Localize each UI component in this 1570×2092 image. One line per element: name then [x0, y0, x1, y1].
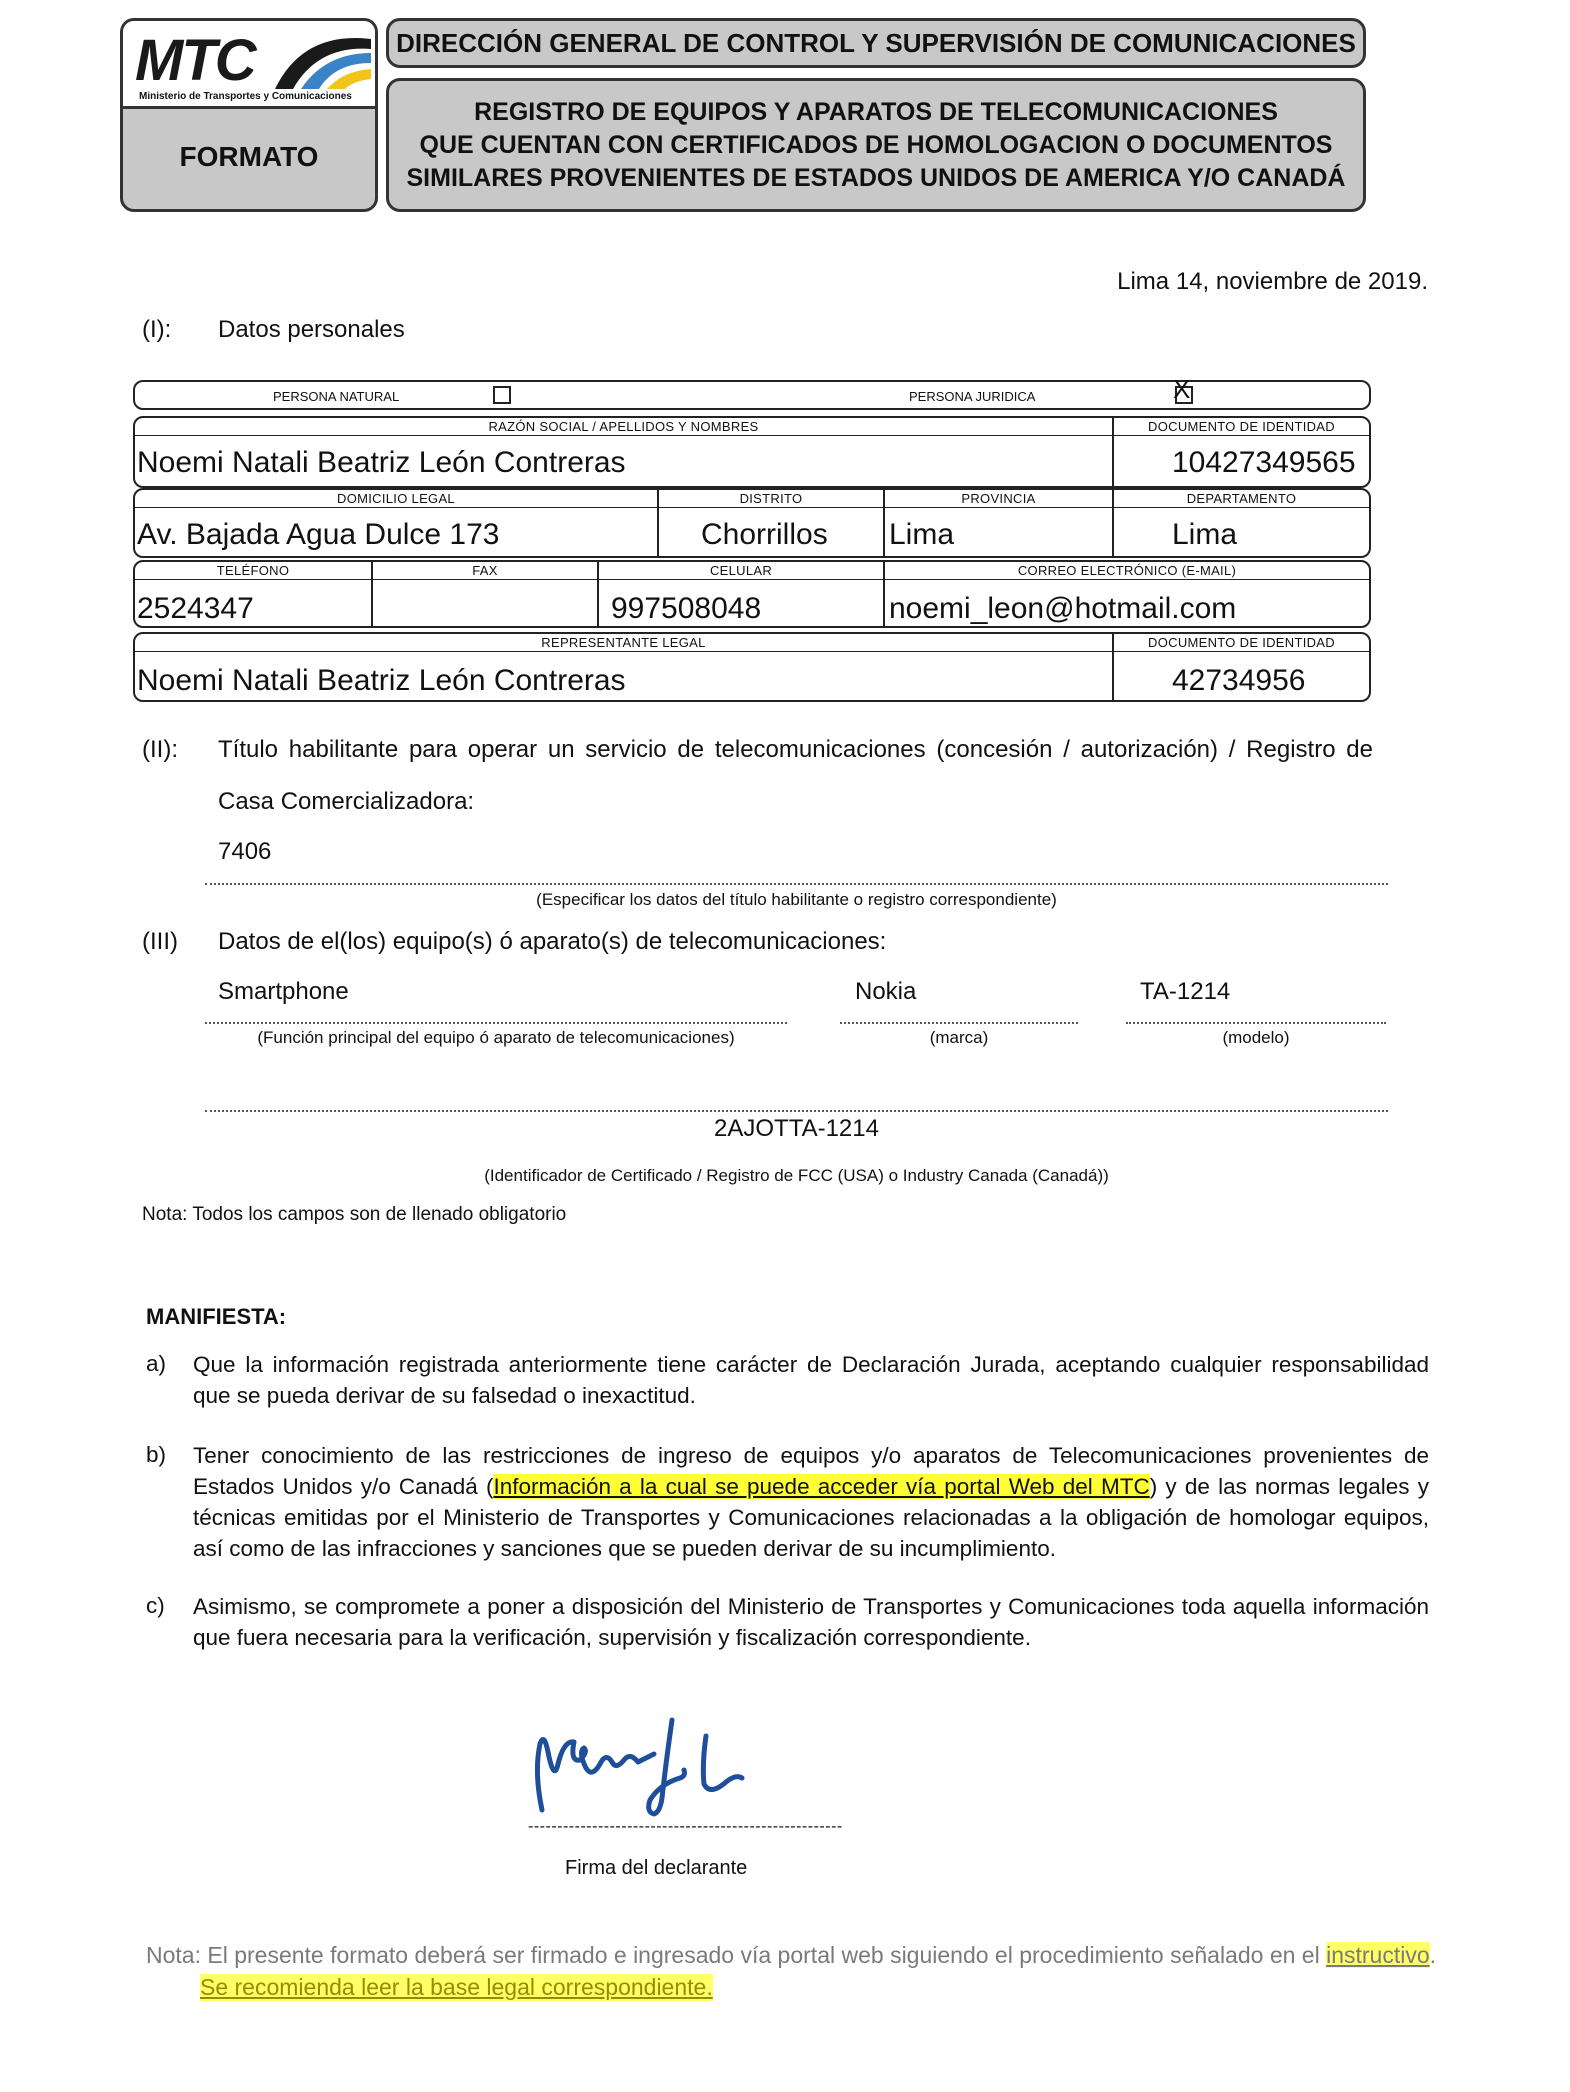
identificador-dotted-line: [205, 1110, 1388, 1112]
fax-label: FAX: [373, 562, 597, 580]
signature-line: ------------------------------------------------------: [528, 1818, 843, 1835]
direccion-title: [386, 18, 1366, 68]
correo-value[interactable]: noemi_leon@hotmail.com: [889, 592, 1237, 625]
distrito-value[interactable]: Chorrillos: [701, 518, 828, 551]
telefono-label: TELÉFONO: [135, 562, 371, 580]
identificador-caption: (Identificador de Certificado / Registro de FCC (USA) o Industry Canada (Canadá)): [484, 1166, 1109, 1185]
funcion-caption: (Función principal del equipo ó aparato de telecomunicaciones): [257, 1028, 735, 1047]
section3-number: (III): [142, 928, 178, 955]
section3-title: Datos de el(los) equipo(s) ó aparato(s) de telecomunicaciones:: [218, 928, 887, 955]
section2-caption: (Especificar los datos del título habilitante o registro correspondiente): [536, 890, 1057, 909]
instructivo-link[interactable]: instructivo: [1326, 1942, 1430, 1968]
footer-note-period: .: [1429, 1942, 1437, 1968]
funcion-value[interactable]: Smartphone: [218, 978, 349, 1005]
persona-juridica-label: PERSONA JURIDICA: [909, 389, 1036, 404]
persona-natural-checkbox[interactable]: [493, 386, 511, 404]
registro-title: [386, 78, 1366, 212]
footer-note: [146, 1942, 1436, 1969]
section2-text-line2: Casa Comercializadora:: [218, 788, 475, 815]
modelo-caption: (modelo): [1222, 1028, 1290, 1047]
manifiesta-b-letter: b): [146, 1442, 167, 1467]
telefono-cell: [135, 562, 371, 626]
correo-label: CORREO ELECTRÓNICO (E-MAIL): [885, 562, 1369, 580]
footer-note-text: Nota: El presente formato deberá ser firmado e ingresado vía portal web siguiendo el procedimiento señalado en el: [146, 1942, 1327, 1968]
representante-row: [133, 632, 1371, 702]
contacto-row: [133, 560, 1371, 628]
section1-number: (I):: [142, 316, 172, 343]
celular-cell: [597, 562, 883, 626]
manifiesta-c-text: Asimismo, se compromete a poner a disposición del Ministerio de Transportes y Comunicaciones toda aquella información que fuera necesaria para la verificación, supervisión y fiscalización correspondiente.: [193, 1594, 1429, 1650]
domicilio-row: [133, 488, 1371, 558]
documento-cell: [1112, 418, 1369, 486]
section2-number: (II):: [142, 736, 178, 763]
mtc-logo: [123, 21, 375, 109]
manifiesta-b-post: ) y de las normas legales y técnicas emitidas por el Ministerio de Transportes y Comunicaciones relacionadas a la obligación de homologar equipos, así como de las infracciones y sanciones que se pueden derivar de su incumplimiento.: [193, 1474, 1429, 1561]
marca-value[interactable]: Nokia: [855, 978, 917, 1005]
manifiesta-b-pre: Tener conocimiento de las restricciones de ingreso de equipos y/o aparatos de Telecomunicaciones provenientes de Estados Unidos y/o Canadá (: [193, 1443, 1429, 1499]
domicilio-cell: [135, 490, 657, 556]
representante-label: REPRESENTANTE LEGAL: [135, 634, 1112, 652]
registro-line-2: QUE CUENTAN CON CERTIFICADOS DE HOMOLOGACION O DOCUMENTOS: [419, 130, 1333, 159]
persona-type-row: [133, 374, 1371, 410]
registro-line-3: SIMILARES PROVENIENTES DE ESTADOS UNIDOS DE AMERICA Y/O CANADÁ: [406, 163, 1346, 192]
celular-label: CELULAR: [599, 562, 883, 580]
modelo-dotted-line: [1126, 1022, 1386, 1024]
telefono-value[interactable]: 2524347: [137, 592, 254, 625]
provincia-label: PROVINCIA: [885, 490, 1112, 508]
correo-cell: [883, 562, 1369, 626]
domicilio-value[interactable]: Av. Bajada Agua Dulce 173: [137, 518, 500, 551]
section2-dotted-line: [205, 883, 1388, 885]
marca-caption: (marca): [929, 1028, 989, 1047]
manifiesta-a-letter: a): [146, 1351, 167, 1376]
documento-value[interactable]: 10427349565: [1172, 446, 1356, 479]
base-legal-link[interactable]: Se recomienda leer la base legal correspondiente.: [200, 1974, 713, 2000]
razon-social-row: [133, 416, 1371, 488]
documento-label: DOCUMENTO DE IDENTIDAD: [1114, 418, 1369, 436]
section2-text-line1: Título habilitante para operar un servicio de telecomunicaciones (concesión / autorización) / Registro de: [218, 736, 1373, 763]
manifiesta-title: MANIFIESTA:: [146, 1304, 287, 1329]
departamento-label: DEPARTAMENTO: [1114, 490, 1369, 508]
modelo-value[interactable]: TA-1214: [1140, 978, 1231, 1005]
provincia-cell: [883, 490, 1112, 556]
razon-social-value[interactable]: Noemi Natali Beatriz León Contreras: [137, 446, 626, 479]
departamento-cell: [1112, 490, 1369, 556]
funcion-dotted-line: [205, 1022, 787, 1024]
mtc-logo-text: MTC: [135, 28, 255, 93]
formato-label: FORMATO: [179, 141, 319, 172]
documento2-value[interactable]: 42734956: [1172, 664, 1306, 697]
registro-line-1: REGISTRO DE EQUIPOS Y APARATOS DE TELECOMUNICACIONES: [474, 97, 1278, 126]
celular-value[interactable]: 997508048: [611, 592, 762, 625]
provincia-value[interactable]: Lima: [889, 518, 955, 551]
razon-social-cell: [135, 418, 1112, 486]
mtc-swoosh-icon: [273, 31, 373, 93]
marca-dotted-line: [840, 1022, 1078, 1024]
distrito-label: DISTRITO: [659, 490, 883, 508]
direccion-text: DIRECCIÓN GENERAL DE CONTROL Y SUPERVISIÓN DE COMUNICACIONES: [396, 27, 1356, 58]
logo-formato-box: [120, 18, 378, 212]
section1-title: Datos personales: [218, 316, 405, 343]
fecha: Lima 14, noviembre de 2019.: [1117, 268, 1428, 295]
departamento-value[interactable]: Lima: [1172, 518, 1238, 551]
signature-image: [530, 1712, 750, 1822]
documento2-label: DOCUMENTO DE IDENTIDAD: [1114, 634, 1369, 652]
distrito-cell: [657, 490, 883, 556]
nota-obligatorio: Nota: Todos los campos son de llenado obligatorio: [142, 1204, 567, 1225]
identificador-value[interactable]: 2AJOTTA-1214: [714, 1115, 879, 1142]
mtc-logo-subtitle: Ministerio de Transportes y Comunicaciones: [139, 91, 352, 102]
razon-social-label: RAZÓN SOCIAL / APELLIDOS Y NOMBRES: [135, 418, 1112, 436]
mtc-portal-link[interactable]: Información a la cual se puede acceder vía portal Web del MTC: [493, 1474, 1150, 1499]
persona-juridica-check-mark: X: [1173, 374, 1191, 404]
signature-label: Firma del declarante: [565, 1857, 748, 1879]
domicilio-label: DOMICILIO LEGAL: [135, 490, 657, 508]
persona-natural-label: PERSONA NATURAL: [273, 389, 400, 404]
representante-cell: [135, 634, 1112, 700]
section2-value[interactable]: 7406: [218, 838, 272, 865]
manifiesta-b-text: [193, 1440, 1429, 1564]
fax-cell: [371, 562, 597, 626]
manifiesta-a-text: Que la información registrada anteriormente tiene carácter de Declaración Jurada, aceptando cualquier responsabilidad que se pueda derivar de su falsedad o inexactitud.: [193, 1352, 1429, 1408]
documento2-cell: [1112, 634, 1369, 700]
manifiesta-c-letter: c): [146, 1593, 165, 1618]
representante-value[interactable]: Noemi Natali Beatriz León Contreras: [137, 664, 626, 697]
